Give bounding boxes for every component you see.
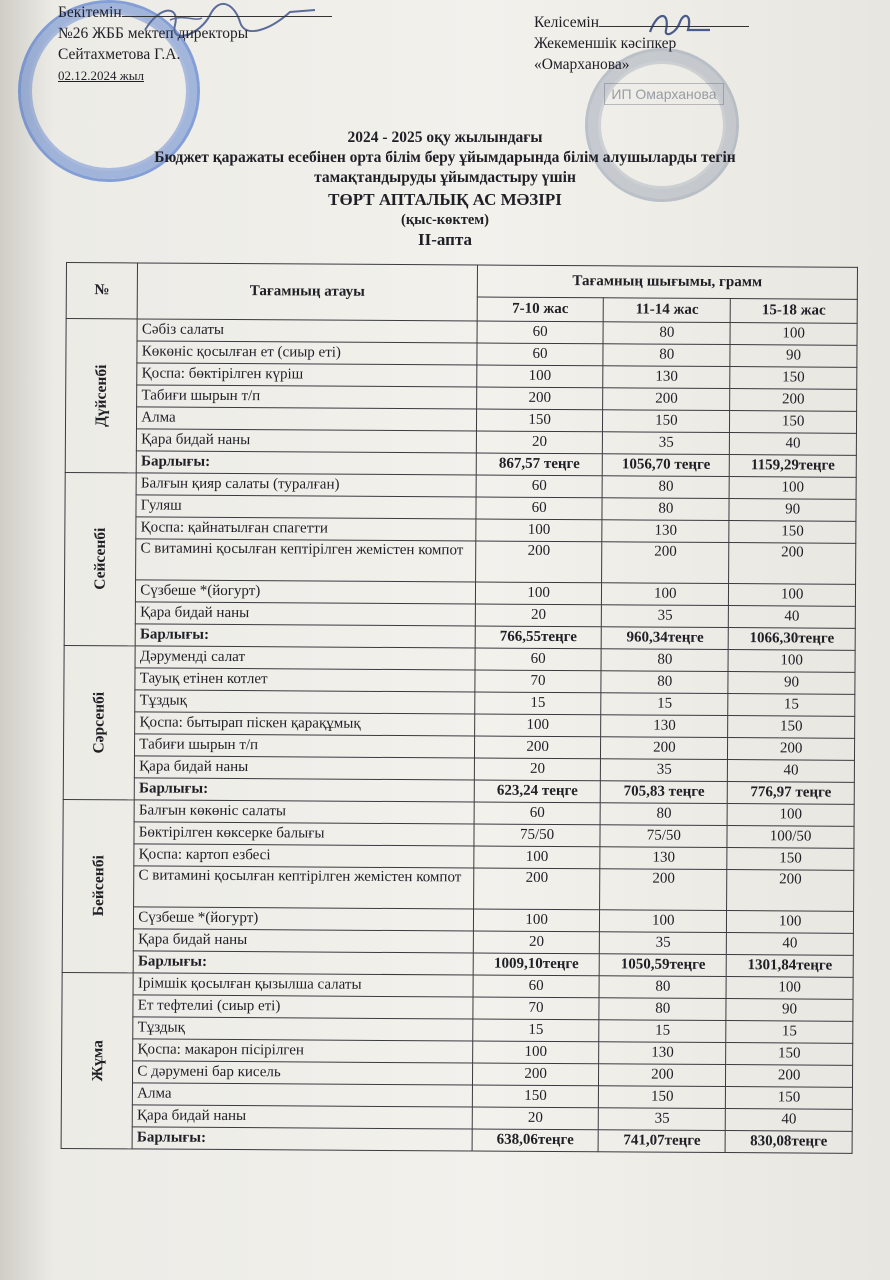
portion-value: 20 [474, 758, 601, 781]
approval-date: 02.12.2024 жыл [58, 68, 144, 83]
dish-name: Табиғи шырын т/п [135, 734, 475, 758]
stamp-text: ИП Омарханова [604, 83, 724, 105]
portion-value: 150 [728, 716, 855, 739]
age-group-header: 11-14 жас [604, 298, 731, 323]
portion-value: 200 [475, 541, 602, 583]
dish-name: Дәруменді салат [135, 646, 475, 670]
dish-name: Тұздық [135, 690, 475, 714]
portion-value: 100 [602, 583, 729, 606]
portion-value: 100 [475, 582, 602, 605]
heading-season: (қыс-көктем) [401, 212, 489, 228]
portion-value: 130 [599, 1042, 726, 1065]
day-cell [65, 319, 137, 473]
portion-value: 200 [601, 737, 728, 760]
approval-signature-line [122, 2, 332, 17]
total-cost: 1050,59теңге [600, 954, 727, 977]
total-label: Барлығы: [135, 624, 475, 648]
age-group-header: 15-18 жас [730, 299, 857, 324]
portion-value: 60 [473, 975, 600, 998]
approval-name: Сейтахметова Г.А. [58, 46, 181, 63]
dish-name: Қоспа: қайнатылған спагетти [136, 517, 476, 541]
total-cost: 830,08теңге [725, 1131, 852, 1154]
portion-value: 60 [476, 475, 603, 498]
portion-value: 200 [599, 1064, 726, 1087]
total-cost: 1056,70 теңге [603, 454, 730, 477]
portion-value: 40 [727, 933, 854, 956]
portion-value: 75/50 [474, 824, 601, 847]
agreement-block [534, 12, 749, 75]
portion-value: 150 [603, 410, 730, 433]
portion-value: 80 [602, 498, 729, 521]
portion-value: 70 [473, 997, 600, 1020]
total-cost: 623,24 теңге [474, 780, 601, 803]
dish-name: Бөктірілген көксерке балығы [134, 822, 474, 846]
dish-name: Тұздық [133, 1017, 473, 1041]
day-cell [64, 472, 136, 645]
portion-value: 20 [472, 1107, 599, 1130]
age-group-header: 7-10 жас [477, 297, 604, 322]
approval-label: Бекітемін [58, 4, 122, 21]
portion-value: 70 [475, 670, 602, 693]
portion-value: 100 [476, 519, 603, 542]
heading-line3: тамақтандыруды ұйымдастыру үшін [314, 169, 576, 186]
portion-value: 20 [473, 931, 600, 954]
portion-value: 75/50 [600, 825, 727, 848]
portion-value: 150 [727, 848, 854, 871]
day-label: Бейсенбі [89, 855, 108, 917]
dish-name: Табиғи шырын т/п [137, 385, 477, 409]
dish-name: Қара бидай наны [136, 602, 476, 626]
day-label: Жұма [88, 1039, 106, 1081]
total-label: Барлығы: [133, 951, 473, 975]
portion-value: 15 [728, 694, 855, 717]
agreement-label: Келісемін [534, 14, 600, 31]
day-cell [62, 799, 134, 972]
portion-value: 100 [600, 910, 727, 933]
portion-value: 130 [601, 715, 728, 738]
agreement-name: «Омарханова» [534, 56, 630, 73]
portion-value: 100 [730, 323, 857, 346]
dish-name: Сүзбеше *(йогурт) [136, 580, 476, 604]
portion-value: 60 [477, 321, 604, 344]
approval-block [58, 2, 332, 86]
portion-value: 150 [476, 409, 603, 432]
portion-value: 80 [603, 322, 730, 345]
dish-name: Ет тефтелиі (сиыр еті) [133, 995, 473, 1019]
portion-value: 130 [602, 520, 729, 543]
portion-value: 80 [603, 476, 730, 499]
portion-value: 15 [726, 1021, 853, 1044]
total-label: Барлығы: [136, 451, 476, 475]
dish-name: Қоспа: макарон пісірілген [133, 1039, 473, 1063]
portion-value: 80 [601, 803, 728, 826]
dish-name: С витамині қосылған кептірілген жемістен компот [136, 539, 476, 582]
dish-name: Қара бидай наны [132, 1105, 472, 1129]
dish-name: Сәбіз салаты [137, 319, 477, 343]
portion-value: 200 [730, 389, 857, 412]
total-row [61, 1126, 852, 1153]
portion-value: 200 [726, 1065, 853, 1088]
portion-value: 40 [725, 1109, 852, 1132]
portion-value: 40 [728, 760, 855, 783]
portion-value: 150 [726, 1087, 853, 1110]
portion-value: 150 [730, 367, 857, 390]
portion-value: 80 [601, 671, 728, 694]
portion-value: 40 [730, 433, 857, 456]
portion-value: 200 [476, 387, 603, 410]
heading-title: ТӨРТ АПТАЛЫҚ АС МӘЗІРІ [328, 190, 562, 209]
portion-value: 60 [477, 343, 604, 366]
dish-name: Көкөніс қосылған ет (сиыр еті) [137, 341, 477, 365]
table-row [65, 538, 856, 584]
portion-value: 100 [476, 365, 603, 388]
portion-value: 15 [601, 693, 728, 716]
portion-value: 90 [730, 345, 857, 368]
agreement-role: Жекеменшік кәсіпкер [534, 35, 677, 52]
portion-value: 150 [730, 411, 857, 434]
dish-name: Қара бидай наны [137, 429, 477, 453]
portion-value: 90 [729, 499, 856, 522]
day-label: Сәрсенбі [90, 691, 109, 754]
portion-value: 100 [727, 911, 854, 934]
dish-name: С дәрумені бар кисель [133, 1061, 473, 1085]
portion-value: 35 [602, 605, 729, 628]
menu-table [61, 262, 858, 1154]
heading-line2: Бюджет қаражаты есебінен орта білім беру ұйымдарында білім алушыларды тегін [154, 149, 736, 166]
portion-value: 150 [472, 1085, 599, 1108]
portion-value: 100 [474, 846, 601, 869]
portion-value: 200 [727, 870, 854, 912]
portion-value: 100 [474, 714, 601, 737]
portion-value: 35 [601, 759, 728, 782]
approval-role: №26 ЖББ мектеп директоры [58, 25, 249, 42]
agreement-signature-line [599, 12, 749, 27]
dish-name: Қара бидай наны [134, 929, 474, 953]
total-label: Барлығы: [132, 1127, 472, 1151]
portion-value: 60 [474, 802, 601, 825]
portion-value: 90 [728, 672, 855, 695]
portion-value: 130 [600, 847, 727, 870]
portion-value: 80 [599, 976, 726, 999]
portion-value: 100 [729, 477, 856, 500]
total-cost: 1301,84теңге [726, 955, 853, 978]
portion-value: 150 [726, 1043, 853, 1066]
portion-value: 150 [729, 521, 856, 544]
portion-value: 100/50 [727, 826, 854, 849]
portion-value: 35 [599, 1108, 726, 1131]
portion-value: 100 [727, 804, 854, 827]
portion-value: 40 [728, 606, 855, 629]
menu-body [61, 319, 857, 1154]
col-name-header: Тағамның атауы [137, 263, 477, 321]
dish-name: Балғын көкөніс салаты [134, 800, 474, 824]
portion-value: 90 [726, 999, 853, 1022]
portion-value: 100 [472, 1041, 599, 1064]
portion-value: 20 [476, 431, 603, 454]
total-cost: 1159,29теңге [729, 455, 856, 478]
total-cost: 638,06теңге [472, 1129, 599, 1152]
portion-value: 130 [603, 366, 730, 389]
total-cost: 1009,10теңге [473, 953, 600, 976]
portion-value: 200 [472, 1063, 599, 1086]
day-label: Сейсенбі [91, 527, 110, 590]
total-cost: 705,83 теңге [601, 781, 728, 804]
dish-name: Тауық етінен котлет [135, 668, 475, 692]
portion-value: 20 [475, 604, 602, 627]
portion-value: 80 [603, 344, 730, 367]
portion-value: 200 [473, 868, 600, 910]
dish-name: Алма [137, 407, 477, 431]
portion-value: 200 [600, 869, 727, 911]
portion-value: 100 [726, 977, 853, 1000]
total-cost: 960,34теңге [602, 627, 729, 650]
portion-value: 100 [728, 650, 855, 673]
portion-value: 35 [600, 932, 727, 955]
portion-value: 150 [599, 1086, 726, 1109]
day-label: Дүйсенбі [92, 364, 111, 427]
dish-name: С витамині қосылған кептірілген жемістен компот [134, 866, 474, 909]
dish-name: Қоспа: бөктірілген күріш [137, 363, 477, 387]
dish-name: Гуляш [136, 495, 476, 519]
portion-value: 200 [728, 738, 855, 761]
dish-name: Ірімшік қосылған қызылша салаты [133, 973, 473, 997]
total-cost: 867,57 теңге [476, 453, 603, 476]
portion-value: 60 [475, 648, 602, 671]
heading-week: ІІ-апта [417, 230, 473, 249]
portion-value: 15 [472, 1019, 599, 1042]
portion-value: 15 [599, 1020, 726, 1043]
total-cost: 766,55теңге [475, 626, 602, 649]
dish-name: Қоспа: картоп езбесі [134, 844, 474, 868]
day-cell [61, 972, 133, 1148]
dish-name: Алма [133, 1083, 473, 1107]
total-cost: 1066,30теңге [728, 628, 855, 651]
portion-value: 35 [603, 432, 730, 455]
dish-name: Сүзбеше *(йогурт) [134, 907, 474, 931]
portion-value: 80 [601, 649, 728, 672]
total-cost: 776,97 теңге [727, 782, 854, 805]
col-output-header: Тағамның шығымы, грамм [477, 265, 857, 299]
portion-value: 100 [473, 909, 600, 932]
portion-value: 200 [474, 736, 601, 759]
portion-value: 100 [729, 584, 856, 607]
dish-name: Қоспа: бытырап піскен қарақұмық [135, 712, 475, 736]
portion-value: 200 [729, 543, 856, 585]
total-label: Барлығы: [134, 778, 474, 802]
portion-value: 80 [599, 998, 726, 1021]
portion-value: 15 [474, 692, 601, 715]
portion-value: 200 [602, 542, 729, 584]
total-cost: 741,07теңге [599, 1130, 726, 1153]
col-number-header: № [66, 263, 138, 319]
portion-value: 200 [603, 388, 730, 411]
day-cell [63, 645, 135, 799]
heading-year: 2024 - 2025 оқу жылындағы [347, 129, 543, 146]
dish-name: Қара бидай наны [135, 756, 475, 780]
portion-value: 60 [476, 497, 603, 520]
document-heading [0, 128, 890, 250]
table-row [63, 865, 854, 911]
dish-name: Балғын қияр салаты (туралған) [136, 473, 476, 497]
